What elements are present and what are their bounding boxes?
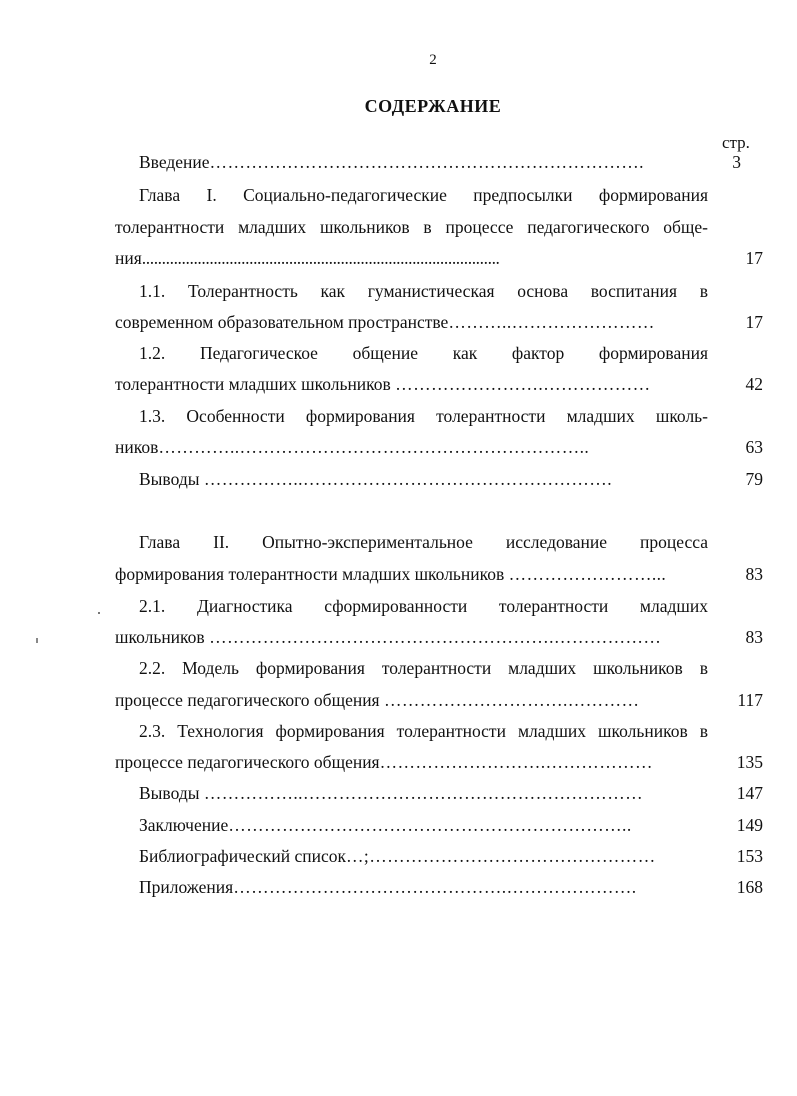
- toc-entry-2-1-cont: [115, 624, 707, 650]
- toc-page-number: 117: [737, 690, 763, 710]
- toc-entry-1-1-cont: [115, 309, 695, 335]
- toc-page-number: 149: [736, 815, 763, 835]
- toc-page-number: 63: [745, 437, 763, 457]
- toc-entry-2-3[interactable]: 2.3. Технология формирования толерантности младших школьников в: [139, 721, 708, 741]
- toc-leader-dots: ……………..…………………………………………….: [203, 469, 612, 489]
- toc-entry-conclusions-1[interactable]: [139, 466, 706, 492]
- toc-entry-text: процессе педагогического общения: [115, 690, 380, 710]
- toc-entry-chapter-2-cont: [115, 561, 705, 587]
- toc-page-number: 153: [736, 846, 763, 866]
- toc-page-number: 83: [745, 564, 763, 584]
- toc-entry-introduction[interactable]: [139, 149, 699, 175]
- page-title: СОДЕРЖАНИЕ: [364, 96, 502, 116]
- toc-entry-2-1[interactable]: 2.1. Диагностика сформированности толерантности младших: [139, 596, 708, 616]
- toc-entry-conclusions-2[interactable]: [139, 780, 706, 806]
- toc-entry-2-3-cont: [115, 749, 695, 775]
- toc-page-number: 17: [745, 312, 763, 332]
- toc-entry-text: процессе педагогического общения: [115, 752, 380, 772]
- toc-entry-2-2-cont: [115, 687, 693, 713]
- toc-entry-1-3-cont: [115, 434, 707, 460]
- toc-leader-dots: …………………….………………: [395, 374, 651, 394]
- toc-page-number: 17: [745, 248, 763, 268]
- toc-page-number: 168: [736, 877, 763, 897]
- toc-entry-1-2[interactable]: 1.2. Педагогическое общение как фактор формирования: [139, 343, 708, 363]
- toc-leader-dots: ……………………………………………………………….: [209, 152, 644, 172]
- toc-entry-conclusion[interactable]: [139, 812, 696, 838]
- toc-entry-text: Введение: [139, 152, 210, 172]
- toc-leader-dots: ………..……………………: [448, 312, 655, 332]
- toc-entry-1-2-cont: [115, 371, 705, 397]
- toc-leader-dots: ……………………………………….………………….: [233, 877, 637, 897]
- page-column-label: стр.: [722, 133, 750, 152]
- toc-page-number: 147: [736, 783, 763, 803]
- toc-entry-text: формирования толерантности младших школьников: [115, 564, 505, 584]
- toc-entry-bibliography[interactable]: [139, 843, 699, 869]
- toc-leader-dots: …;…………………………………………: [346, 846, 656, 866]
- toc-entry-text: ния: [115, 248, 142, 268]
- toc-page-number: 3: [732, 152, 741, 172]
- toc-entry-text: ников: [115, 437, 159, 457]
- toc-leader-dots: ..........................................................................................: [141, 248, 500, 268]
- toc-page-number: 83: [745, 627, 763, 647]
- toc-leader-dots: ……………………….………………: [379, 752, 653, 772]
- toc-entry-chapter-1-end: [115, 245, 705, 271]
- toc-leader-dots: …………..…………………………………………………..: [158, 437, 590, 457]
- toc-page-number: 79: [745, 469, 763, 489]
- toc-entry-text: толерантности младших школьников: [115, 374, 391, 394]
- page-number: 2: [429, 52, 437, 68]
- toc-entry-1-3[interactable]: 1.3. Особенности формирования толерантности младших школь-: [139, 406, 708, 426]
- toc-entry-text: Выводы: [139, 469, 200, 489]
- toc-leader-dots: ……………..…………………………………………………: [203, 783, 644, 803]
- toc-page-number: 42: [745, 374, 763, 394]
- toc-entry-text: Выводы: [139, 783, 200, 803]
- toc-entry-text: Библиографический список: [139, 846, 347, 866]
- toc-page-number: 135: [736, 752, 763, 772]
- toc-entry-text: современном образовательном пространстве: [115, 312, 449, 332]
- toc-leader-dots: …………………………………………………………..: [228, 815, 632, 835]
- toc-leader-dots: ………………………………………………….………………: [209, 627, 662, 647]
- toc-entry-text: школьников: [115, 627, 205, 647]
- toc-entry-chapter-1-cont: толерантности младших школьников в процессе педагогического обще-: [115, 217, 708, 237]
- toc-entry-appendices[interactable]: [139, 874, 696, 900]
- toc-entry-text: Приложения: [139, 877, 234, 897]
- toc-entry-chapter-1[interactable]: Глава I. Социально-педагогические предпосылки формирования: [139, 185, 708, 205]
- toc-leader-dots: ………………………….…………: [384, 690, 640, 710]
- scan-speck: [98, 612, 100, 614]
- toc-entry-text: Заключение: [139, 815, 229, 835]
- toc-entry-2-2[interactable]: 2.2. Модель формирования толерантности младших школьников в: [139, 658, 708, 678]
- scan-speck: [36, 638, 38, 643]
- toc-entry-1-1[interactable]: 1.1. Толерантность как гуманистическая основа воспитания в: [139, 281, 708, 301]
- toc-entry-chapter-2[interactable]: Глава II. Опытно-экспериментальное исследование процесса: [139, 532, 708, 552]
- toc-leader-dots: ……………………...: [508, 564, 667, 584]
